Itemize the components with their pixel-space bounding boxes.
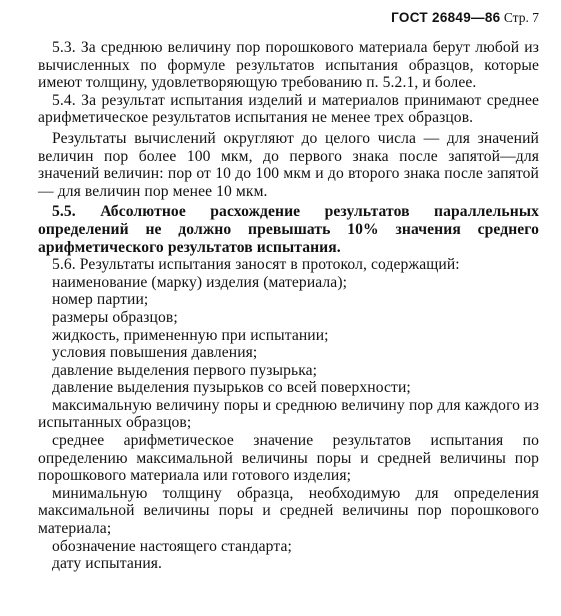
list-item: обозначение настоящего стандарта; — [52, 537, 292, 555]
list-item: среднее арифметическое значение результатов испытания по определению максимальной величины поры и средней величины пор порошкового материала или готового изделия; — [38, 432, 539, 485]
list-item: номер партии; — [52, 291, 149, 309]
list-item: дату испытания. — [52, 555, 163, 573]
list-item: условия повышения давления; — [52, 344, 258, 362]
paragraph-rounding: Результаты вычислений округляют до целого числа — для значений величин пор более 100 мкм, до первого знака после запятой—для значений величин: пор от 10 до 100 мкм и до второго знака после запятой — для величин пор менее 10 мкм. — [38, 129, 539, 200]
paragraph-5-5: 5.5. Абсолютное расхождение результатов параллельных определений не должно превышать 10% значения среднего арифметического результатов испытания. — [38, 203, 539, 256]
page-number: Стр. 7 — [503, 10, 539, 25]
list-item: наименование (марку) изделия (материала); — [52, 273, 348, 291]
list-item: размеры образцов; — [52, 308, 178, 326]
paragraph-5-6: 5.6. Результаты испытания заносят в протокол, содержащий: — [52, 256, 460, 274]
list-item: минимальную толщину образца, необходимую для определения максимальной величины поры и средней величины пор порошкового материала; — [38, 484, 539, 538]
page-header — [38, 9, 539, 39]
list-item: давление выделения первого пузырька; — [52, 361, 318, 379]
protocol-items-list — [38, 274, 539, 573]
standard-number: ГОСТ 26849—86 — [391, 10, 501, 25]
list-item: максимальную величину поры и среднюю величину пор для каждого из испытанных образцов; — [38, 396, 539, 432]
paragraph-5-4: 5.4. За результат испытания изделий и материалов принимают среднее арифметическое результатов испытания не менее трех образцов. — [38, 91, 539, 127]
list-item: давление выделения пузырьков со всей поверхности; — [52, 379, 411, 397]
list-item: жидкость, примененную при испытании; — [52, 326, 329, 344]
paragraph-5-3: 5.3. За среднюю величину пор порошкового материала берут любой из вычисленных по формуле результатов испытания образцов, которые имеют толщину, удовлетворяющую требованию п. 5.2.1, и более. — [38, 39, 539, 92]
document-body — [38, 39, 539, 573]
